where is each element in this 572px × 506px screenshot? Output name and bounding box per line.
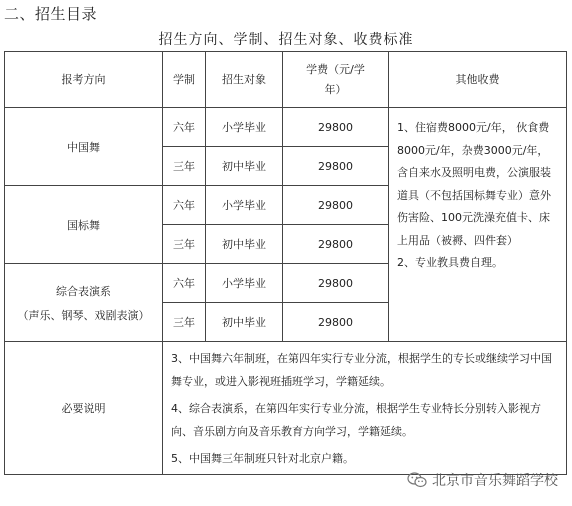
header-tuition-line2: 年）	[324, 82, 347, 96]
table-title: 招生方向、学制、招生对象、收费标准	[158, 32, 414, 48]
header-tuition-line1: 学费（元/学	[306, 62, 365, 76]
target-cell: 小学毕业	[206, 264, 283, 303]
duration-cell: 三年	[163, 303, 206, 342]
direction-cell	[5, 264, 163, 342]
tuition-cell: 29800	[283, 108, 389, 147]
other-fees-item: 1、住宿费8000元/年， 伙食费8000元/年，杂费3000元/年，含自来水及照明电费，公演服装道具（不包括国标舞专业）意外伤害险、100元洗澡充值卡、床上用品（被褥、四件套）	[397, 121, 551, 247]
table-row	[5, 108, 567, 147]
duration-cell: 六年	[163, 108, 206, 147]
target-cell: 小学毕业	[206, 186, 283, 225]
target-cell: 初中毕业	[206, 147, 283, 186]
header-direction: 报考方向	[5, 52, 163, 108]
duration-cell: 三年	[163, 147, 206, 186]
direction-label: 综合表演系	[56, 284, 111, 298]
other-fees-cell	[389, 108, 567, 342]
header-duration: 学制	[163, 52, 206, 108]
notes-cell	[163, 342, 567, 475]
note-item: 4、综合表演系，在第四年实行专业分流，根据学生专业特长分别转入影视方向、音乐剧方向及音乐教育方向学习，学籍延续。	[171, 402, 541, 438]
tuition-cell: 29800	[283, 186, 389, 225]
watermark	[407, 470, 558, 490]
direction-label: 中国舞	[67, 140, 100, 154]
direction-cell	[5, 108, 163, 186]
header-tuition	[283, 52, 389, 108]
note-item: 5、中国舞三年制班只针对北京户籍。	[171, 452, 354, 465]
notes-label-cell: 必要说明	[5, 342, 163, 475]
header-target: 招生对象	[206, 52, 283, 108]
target-cell: 小学毕业	[206, 108, 283, 147]
other-fees-item: 2、专业教具费自理。	[397, 256, 503, 269]
tuition-cell: 29800	[283, 303, 389, 342]
wechat-icon	[407, 472, 427, 488]
notes-row	[5, 342, 567, 475]
direction-cell	[5, 186, 163, 264]
duration-cell: 六年	[163, 264, 206, 303]
section-heading: 二、招生目录	[4, 5, 98, 23]
table-header-row	[5, 52, 567, 108]
tuition-cell: 29800	[283, 147, 389, 186]
tuition-cell: 29800	[283, 225, 389, 264]
target-cell: 初中毕业	[206, 303, 283, 342]
watermark-text: 北京市音乐舞蹈学校	[432, 473, 558, 489]
duration-cell: 三年	[163, 225, 206, 264]
target-cell: 初中毕业	[206, 225, 283, 264]
duration-cell: 六年	[163, 186, 206, 225]
enrollment-table	[4, 51, 567, 475]
tuition-cell: 29800	[283, 264, 389, 303]
header-other: 其他收费	[389, 52, 567, 108]
direction-label: 国标舞	[67, 218, 100, 232]
direction-sublabel: （声乐、钢琴、戏剧表演）	[17, 308, 150, 322]
note-item: 3、中国舞六年制班，在第四年实行专业分流，根据学生的专长或继续学习中国舞专业，或进入影视班插班学习，学籍延续。	[171, 352, 552, 388]
